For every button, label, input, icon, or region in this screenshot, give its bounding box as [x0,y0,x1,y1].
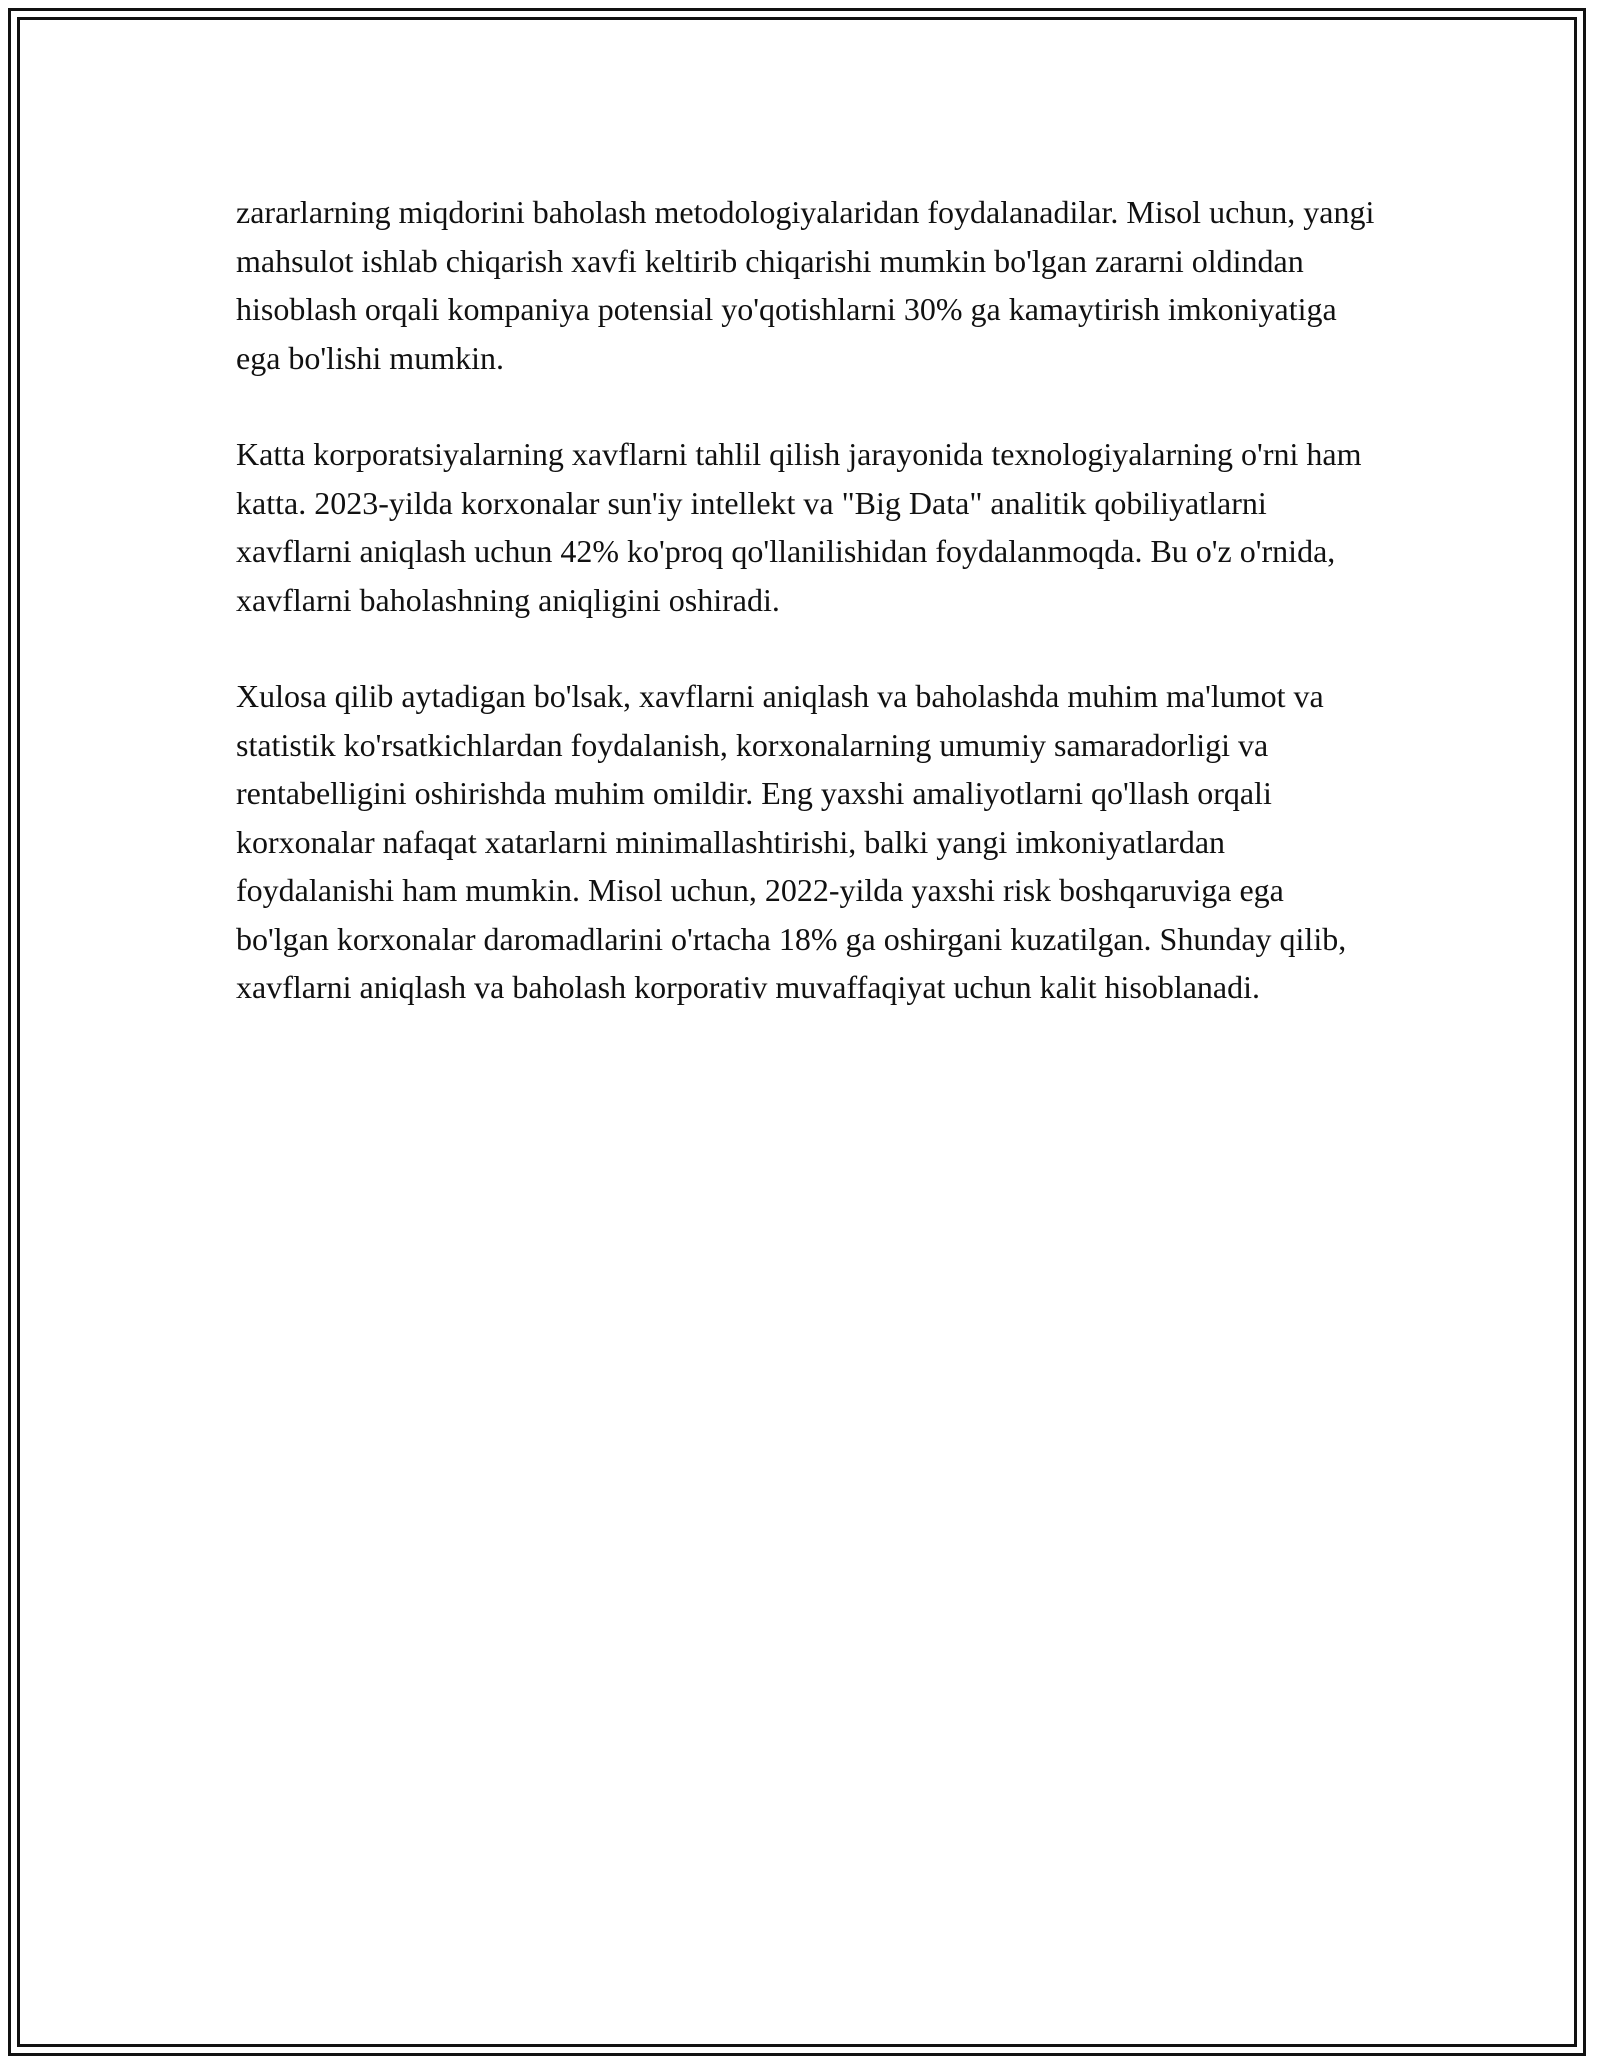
paragraph-2: Katta korporatsiyalarning xavflarni tahlil qilish jarayonida texnologiyalarning o'rni ham katta. 2023-yilda korxonalar sun'iy intellekt va "Big Data" analitik qobiliyatlarni xavflarni aniqlash uchun 42% ko'proq qo'llanilishidan foydalanmoqda. Bu o'z o'rnida, xavflarni baholashning aniqligini oshiradi. [236,436,1362,618]
paragraph-1: zararlarning miqdorini baholash metodologiyalaridan foydalanadilar. Misol uchun, yangi mahsulot ishlab chiqarish xavfi keltirib chiqarishi mumkin bo'lgan zararni oldindan hisoblash orqali kompaniya potensial yo'qotishlarni 30% ga kamaytirish imkoniyatiga ega bo'lishi mumkin. [236,194,1375,376]
document-body [236,188,1376,1060]
paragraph-3: Xulosa qilib aytadigan bo'lsak, xavflarni aniqlash va baholashda muhim ma'lumot va statistik ko'rsatkichlardan foydalanish, korxonalarning umumiy samaradorligi va rentabelligini oshirishda muhim omildir. Eng yaxshi amaliyotlarni qo'llash orqali korxonalar nafaqat xatarlarni minimallashtirishi, balki yangi imkoniyatlardan foydalanishi ham mumkin. Misol uchun, 2022-yilda yaxshi risk boshqaruviga ega bo'lgan korxonalar daromadlarini o'rtacha 18% ga oshirgani kuzatilgan. Shunday qilib, xavflarni aniqlash va baholash korporativ muvaffaqiyat uchun kalit hisoblanadi. [236,678,1347,1005]
